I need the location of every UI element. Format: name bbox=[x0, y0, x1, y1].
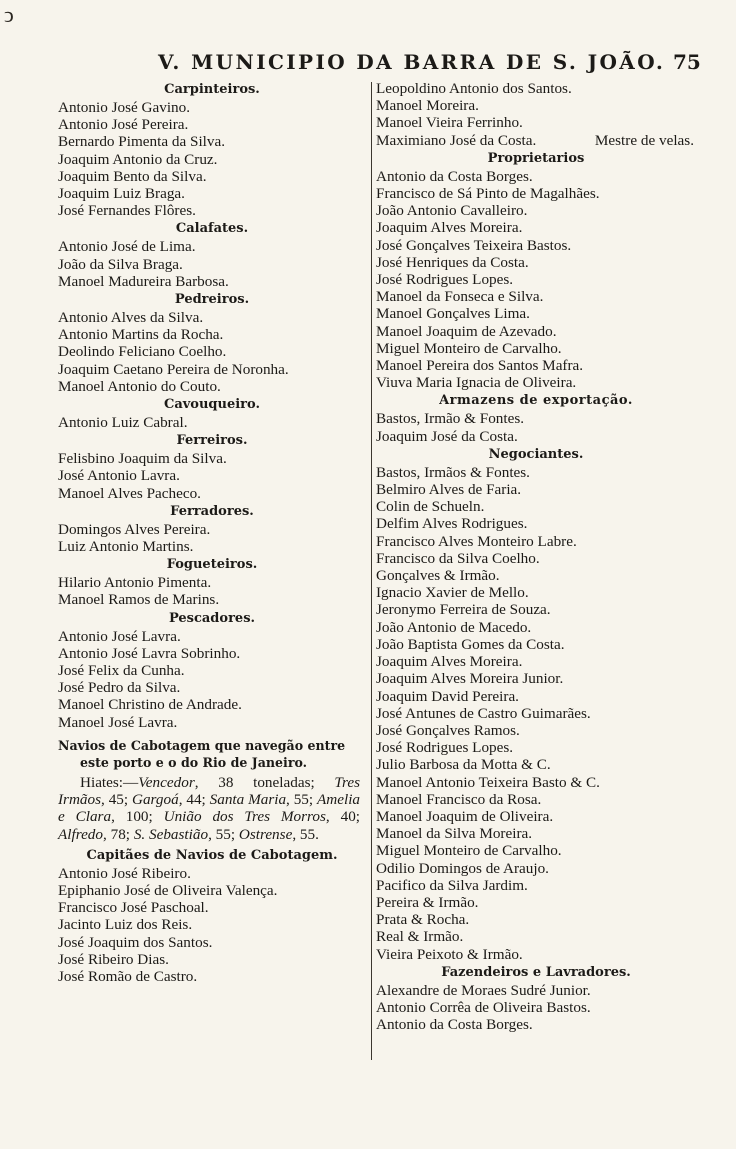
ship-tonnage: 44; bbox=[186, 791, 206, 809]
list-item: Antonio Luiz Cabral. bbox=[58, 414, 188, 432]
list-item: Antonio da Costa Borges. bbox=[376, 1016, 533, 1034]
list-item: Joaquim Alves Moreira Junior. bbox=[376, 670, 564, 688]
section-heading: Armazens de exportação. bbox=[439, 393, 633, 409]
list-item: Leopoldino Antonio dos Santos. bbox=[376, 80, 572, 97]
margin-mark: ↄ bbox=[4, 2, 14, 27]
list-item: João Baptista Gomes da Costa. bbox=[376, 635, 565, 653]
page-title: V. MUNICIPIO DA BARRA DE S. JOÃO. bbox=[158, 50, 666, 74]
list-item: Manoel Francisco da Rosa. bbox=[376, 790, 542, 808]
list-item: Colin de Schueln. bbox=[376, 498, 485, 516]
list-item: Antonio José Ribeiro. bbox=[58, 864, 191, 882]
name-list bbox=[58, 521, 366, 555]
ship-tonnage: 78; bbox=[110, 825, 131, 843]
section-heading: Ferreiros. bbox=[176, 433, 248, 449]
list-item: José Rodrigues Lopes. bbox=[376, 739, 514, 757]
list-item: Odilio Domingos de Araujo. bbox=[376, 859, 549, 877]
name-list bbox=[376, 982, 696, 1034]
name-list bbox=[58, 450, 366, 502]
list-item: Manoel da Fonseca e Silva. bbox=[376, 288, 544, 306]
list-item: Jeronymo Ferreira de Souza. bbox=[376, 601, 551, 619]
list-item: Deolindo Feliciano Coelho. bbox=[58, 343, 227, 361]
list-item: Francisco de Sá Pinto de Magalhães. bbox=[376, 185, 600, 203]
list-item: Julio Barbosa da Motta & C. bbox=[376, 756, 551, 774]
list-item: Miguel Monteiro de Carvalho. bbox=[376, 842, 562, 860]
iates-paragraph bbox=[58, 774, 366, 843]
name-list bbox=[58, 865, 366, 985]
list-item: Ignacio Xavier de Mello. bbox=[376, 584, 529, 602]
list-item: Real & Irmão. bbox=[376, 928, 464, 946]
list-item: José Pedro da Silva. bbox=[58, 679, 181, 697]
list-item: Bastos, Irmãos & Fontes. bbox=[376, 463, 530, 481]
list-item: Belmiro Alves de Faria. bbox=[376, 481, 522, 499]
list-item: Antonio José Pereira. bbox=[58, 116, 189, 134]
section-heading: Fazendeiros e Lavradores. bbox=[441, 964, 631, 980]
list-item: Jacinto Luiz dos Reis. bbox=[58, 916, 193, 934]
list-item: Bastos, Irmão & Fontes. bbox=[376, 410, 525, 428]
ship-tonnage: 55; bbox=[215, 825, 236, 843]
list-item: Joaquim Alves Moreira. bbox=[376, 219, 523, 237]
list-item: Joaquim Bento da Silva. bbox=[58, 167, 207, 185]
list-item: José Gonçalves Ramos. bbox=[376, 721, 520, 739]
list-item: José Gonçalves Teixeira Bastos. bbox=[376, 236, 572, 254]
page-header bbox=[0, 44, 736, 74]
list-item: José Romão de Castro. bbox=[58, 967, 198, 985]
list-item: José Ribeiro Dias. bbox=[58, 950, 169, 968]
list-item: Manoel Moreira. bbox=[376, 97, 479, 115]
name-list bbox=[376, 80, 696, 132]
ship-name: Amelia e Clara bbox=[58, 791, 361, 826]
section-heading: Capitães de Navios de Cabotagem. bbox=[86, 847, 338, 863]
list-item: Epiphanio José de Oliveira Valença. bbox=[58, 881, 278, 899]
list-item: Antonio Martins da Rocha. bbox=[58, 326, 224, 344]
section-heading: Negociantes. bbox=[488, 446, 584, 462]
section-heading: Cavouqueiro. bbox=[163, 397, 260, 413]
list-item: José Antonio Lavra. bbox=[58, 467, 180, 485]
navios-heading-line2: este porto e o do Rio de Janeiro. bbox=[80, 754, 308, 770]
list-item: Joaquim Caetano Pereira de Noronha. bbox=[58, 360, 289, 378]
name-list bbox=[58, 238, 366, 290]
iates-label: Hiates:— bbox=[80, 773, 139, 791]
list-item: Manoel Christino de Andrade. bbox=[58, 696, 242, 714]
list-item: José Fernandes Flôres. bbox=[58, 202, 196, 220]
name-list bbox=[58, 99, 366, 219]
list-item: Viuva Maria Ignacia de Oliveira. bbox=[376, 374, 577, 392]
section-heading: Ferradores. bbox=[170, 503, 254, 519]
ship-name: Tres Irmãos bbox=[58, 773, 361, 809]
ship-tonnage: 55; bbox=[293, 791, 314, 809]
section-heading: Pedreiros. bbox=[174, 292, 250, 308]
navios-heading-line1: Navios de Cabotagem que navegão entre bbox=[58, 737, 346, 753]
list-item: José Henriques da Costa. bbox=[376, 253, 529, 271]
ship-name: Vencedor bbox=[138, 773, 195, 791]
ship-list: Vencedor, 38 toneladas; Tres Irmãos, 45; Gargoá, 44; Santa Maria, 55; Amelia e Clara, 100; União dos Tres Morros, 40; Alfredo, 78; S. Sebastião, 55; Ostrense, 55. bbox=[58, 773, 361, 843]
maximiano-name: Maximiano José da Costa. bbox=[376, 131, 537, 149]
list-item: Antonio da Costa Borges. bbox=[376, 167, 533, 185]
list-item: Felisbino Joaquim da Silva. bbox=[58, 450, 227, 468]
list-item: José Rodrigues Lopes. bbox=[376, 271, 514, 289]
list-item: Antonio José de Lima. bbox=[58, 238, 196, 256]
list-item: João Antonio de Macedo. bbox=[376, 618, 532, 636]
section-heading: Proprietarios bbox=[487, 150, 585, 166]
ship-name: Alfredo bbox=[58, 825, 103, 843]
list-item: Manoel Alves Pacheco. bbox=[58, 484, 201, 502]
ship-tonnage: 40; bbox=[340, 808, 361, 826]
list-item: Miguel Monteiro de Carvalho. bbox=[376, 339, 562, 357]
list-item: Manoel Vieira Ferrinho. bbox=[376, 114, 523, 132]
list-item: Manoel José Lavra. bbox=[58, 713, 178, 731]
list-item: Manoel Antonio Teixeira Basto & C. bbox=[376, 773, 600, 791]
name-list bbox=[58, 414, 366, 431]
ship-tonnage: 100; bbox=[125, 808, 153, 826]
section-heading: Calafates. bbox=[175, 221, 249, 237]
list-item: Vieira Peixoto & Irmão. bbox=[376, 945, 523, 963]
list-item: Manoel da Silva Moreira. bbox=[376, 825, 533, 843]
name-list bbox=[58, 309, 366, 395]
list-item: Pacifico da Silva Jardim. bbox=[376, 876, 528, 894]
list-item: Hilario Antonio Pimenta. bbox=[58, 574, 212, 592]
section-heading: Fogueteiros. bbox=[166, 557, 258, 573]
list-item: Manoel Joaquim de Oliveira. bbox=[376, 807, 554, 825]
list-item: Antonio José Gavino. bbox=[58, 99, 191, 116]
column-divider bbox=[371, 82, 372, 1060]
list-item: Antonio Alves da Silva. bbox=[58, 309, 204, 327]
list-item: Gonçalves & Irmão. bbox=[376, 567, 500, 585]
ship-tonnage: 45; bbox=[108, 791, 129, 809]
list-item: Joaquim Alves Moreira. bbox=[376, 653, 523, 671]
list-item: Joaquim David Pereira. bbox=[376, 687, 519, 705]
list-item bbox=[376, 132, 694, 149]
ship-name: Santa Maria bbox=[209, 791, 287, 809]
list-item: Delfim Alves Rodrigues. bbox=[376, 515, 528, 533]
list-item: Manoel Antonio do Couto. bbox=[58, 377, 221, 395]
left-column bbox=[58, 80, 366, 985]
list-item: Antonio José Lavra. bbox=[58, 627, 181, 645]
list-item: Manoel Ramos de Marins. bbox=[58, 591, 220, 609]
list-item: Manoel Madureira Barbosa. bbox=[58, 272, 229, 290]
name-list bbox=[376, 464, 696, 963]
list-item: Francisco Alves Monteiro Labre. bbox=[376, 532, 577, 550]
list-item: Luiz Antonio Martins. bbox=[58, 538, 194, 556]
list-item: Prata & Rocha. bbox=[376, 911, 470, 929]
list-item: Joaquim José da Costa. bbox=[376, 427, 518, 445]
list-item: João Antonio Cavalleiro. bbox=[376, 202, 528, 220]
list-item: Antonio Corrêa de Oliveira Bastos. bbox=[376, 998, 591, 1016]
section-heading: Carpinteiros. bbox=[164, 82, 260, 97]
list-item: José Antunes de Castro Guimarães. bbox=[376, 704, 591, 722]
ship-name: Gargoá bbox=[131, 791, 179, 809]
page-number: 75 bbox=[673, 50, 701, 74]
list-item: Antonio José Lavra Sobrinho. bbox=[58, 644, 241, 662]
list-item: José Joaquim dos Santos. bbox=[58, 933, 213, 951]
list-item: Francisco da Silva Coelho. bbox=[376, 549, 540, 567]
list-item: Alexandre de Moraes Sudré Junior. bbox=[376, 981, 591, 999]
ship-name: Ostrense bbox=[238, 825, 293, 843]
right-column bbox=[376, 80, 696, 1033]
list-item: João da Silva Braga. bbox=[58, 255, 183, 273]
list-item: Domingos Alves Pereira. bbox=[58, 520, 211, 538]
navios-heading bbox=[58, 737, 366, 771]
ship-tonnage: 55. bbox=[299, 825, 319, 843]
name-list bbox=[376, 410, 696, 444]
list-item: Joaquim Antonio da Cruz. bbox=[58, 150, 218, 168]
list-item: Bernardo Pimenta da Silva. bbox=[58, 133, 226, 151]
list-item: Manoel Joaquim de Azevado. bbox=[376, 322, 557, 340]
list-item: Francisco José Paschoal. bbox=[58, 899, 209, 917]
list-item: José Felix da Cunha. bbox=[58, 662, 185, 680]
section-heading: Pescadores. bbox=[168, 610, 256, 626]
list-item: Joaquim Luiz Braga. bbox=[58, 185, 185, 203]
name-list bbox=[58, 628, 366, 731]
maximiano-note: Mestre de velas. bbox=[594, 131, 694, 149]
ship-name: S. Sebastião bbox=[133, 825, 209, 843]
list-item: Manoel Gonçalves Lima. bbox=[376, 305, 530, 323]
name-list bbox=[58, 574, 366, 608]
ship-name: União dos Tres Morros bbox=[163, 808, 326, 826]
name-list bbox=[376, 168, 696, 392]
list-item: Pereira & Irmão. bbox=[376, 893, 479, 911]
ship-tonnage: 38 toneladas; bbox=[218, 773, 315, 791]
list-item: Manoel Pereira dos Santos Mafra. bbox=[376, 357, 584, 375]
